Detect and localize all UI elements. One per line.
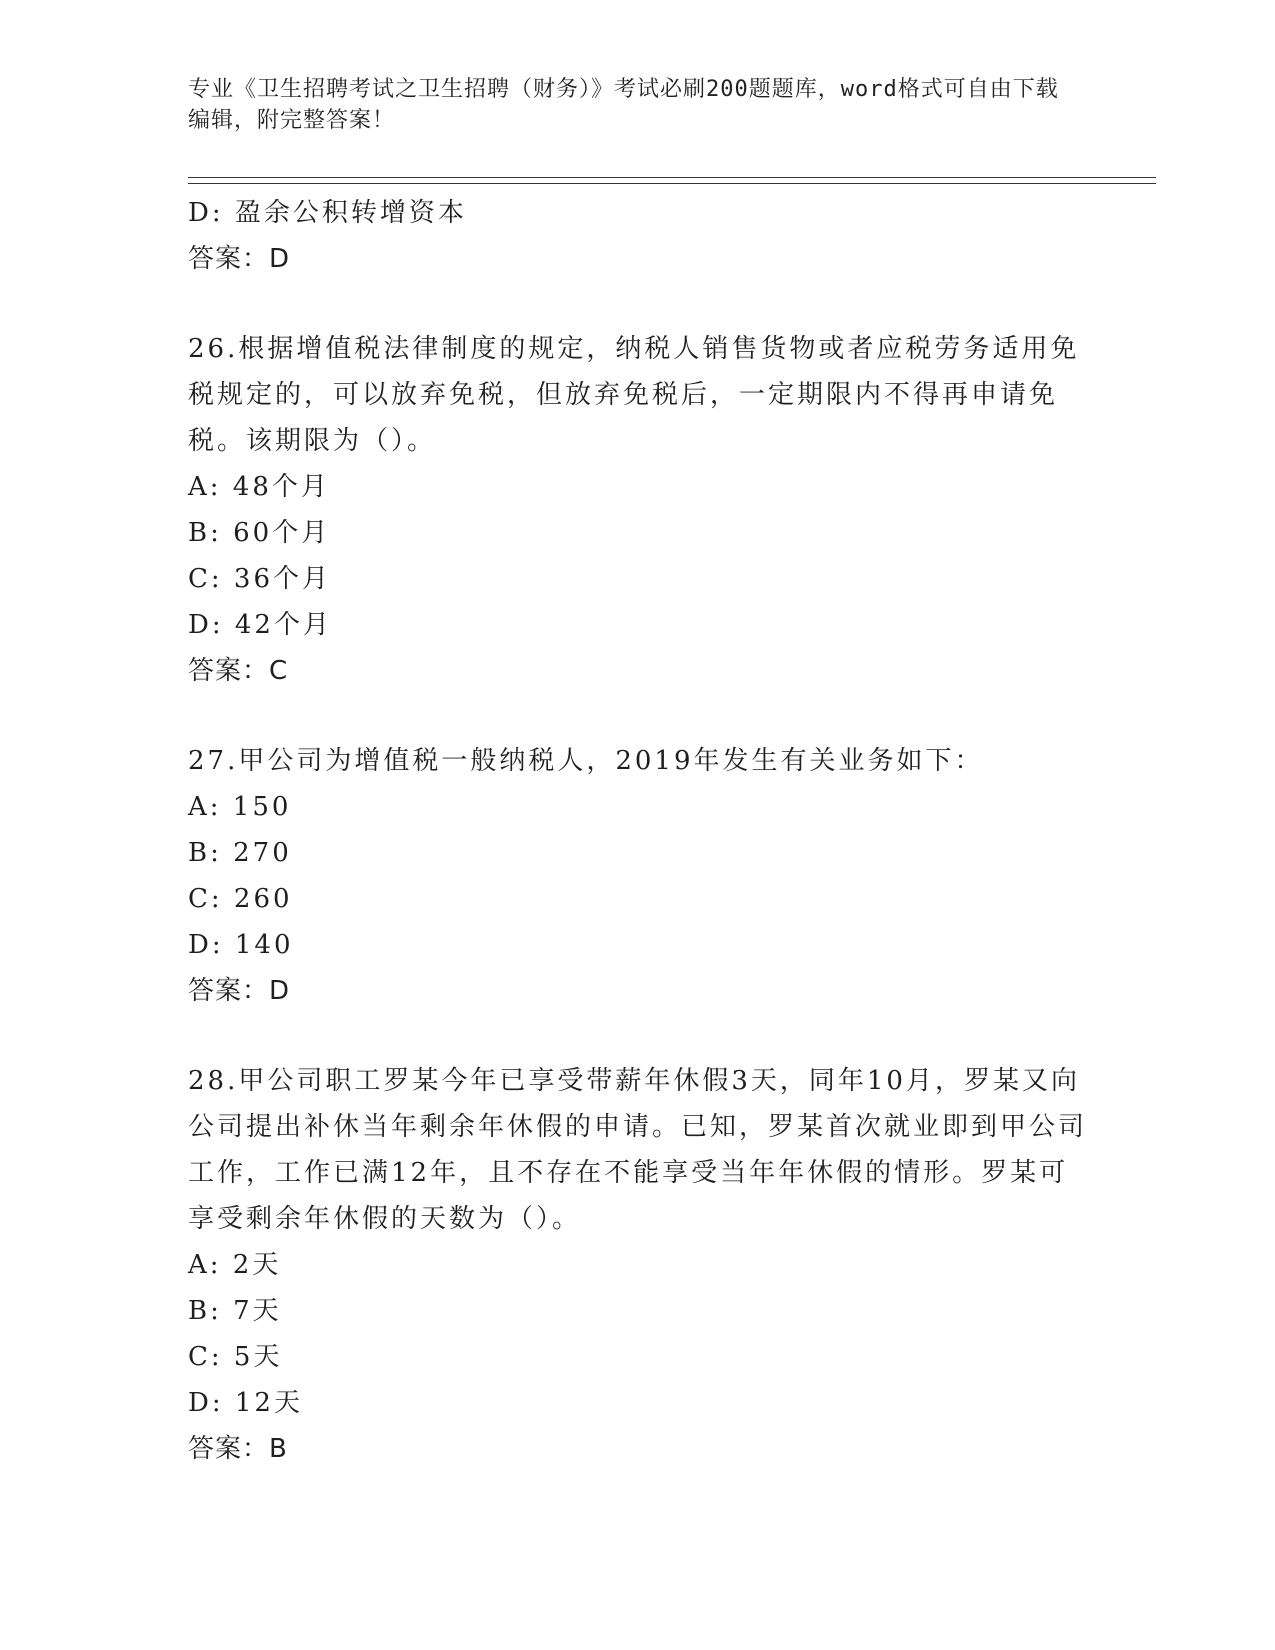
option-b: B: 60个月 — [188, 518, 331, 548]
answer-line — [188, 968, 1088, 1014]
answer-value: D — [269, 976, 291, 1006]
answer-value: D — [269, 244, 291, 274]
option-c: C: 36个月 — [188, 564, 332, 594]
spacer — [188, 282, 1088, 326]
header-divider — [188, 177, 1156, 184]
answer-value: B — [269, 1434, 288, 1464]
document-header-title: 专业《卫生招聘考试之卫生招聘（财务）》考试必刷200题题库，word格式可自由下载编辑，附完整答案！ — [188, 77, 1059, 133]
question-block — [188, 738, 1088, 1014]
option-a: A: 150 — [188, 792, 292, 822]
question-text: 28.甲公司职工罗某今年已享受带薪年休假3天，同年10月，罗某又向公司提出补休当年剩余年休假的申请。已知，罗某首次就业即到甲公司工作，工作已满12年，且不存在不能享受当年年休假的情形。罗某可享受剩余年休假的天数为（）。 — [188, 1066, 1088, 1234]
spacer — [188, 694, 1088, 738]
option-d: D: 盈余公积转增资本 — [188, 198, 467, 228]
question-text: 26.根据增值税法律制度的规定，纳税人销售货物或者应税劳务适用免税规定的，可以放弃免税，但放弃免税后，一定期限内不得再申请免税。该期限为（）。 — [188, 334, 1080, 456]
option-a: A: 48个月 — [188, 472, 330, 502]
answer-label: 答案： — [188, 244, 270, 274]
option-d: D: 140 — [188, 930, 294, 960]
option-b: B: 7天 — [188, 1296, 282, 1326]
option-c: C: 5天 — [188, 1342, 283, 1372]
answer-line — [188, 648, 1088, 694]
question-block — [188, 326, 1088, 694]
question-text: 27.甲公司为增值税一般纳税人，2019年发生有关业务如下： — [188, 746, 984, 776]
option-c: C: 260 — [188, 884, 293, 914]
option-a: A: 2天 — [188, 1250, 282, 1280]
answer-line — [188, 236, 1088, 282]
option-d: D: 12天 — [188, 1388, 303, 1418]
answer-label: 答案： — [188, 1434, 270, 1464]
question-block — [188, 1058, 1088, 1472]
spacer — [188, 1014, 1088, 1058]
option-d: D: 42个月 — [188, 610, 332, 640]
answer-label: 答案： — [188, 656, 270, 686]
answer-value: C — [269, 656, 289, 686]
answer-label: 答案： — [188, 976, 270, 1006]
option-b: B: 270 — [188, 838, 292, 868]
answer-line — [188, 1426, 1088, 1472]
question-content — [188, 190, 1088, 1472]
